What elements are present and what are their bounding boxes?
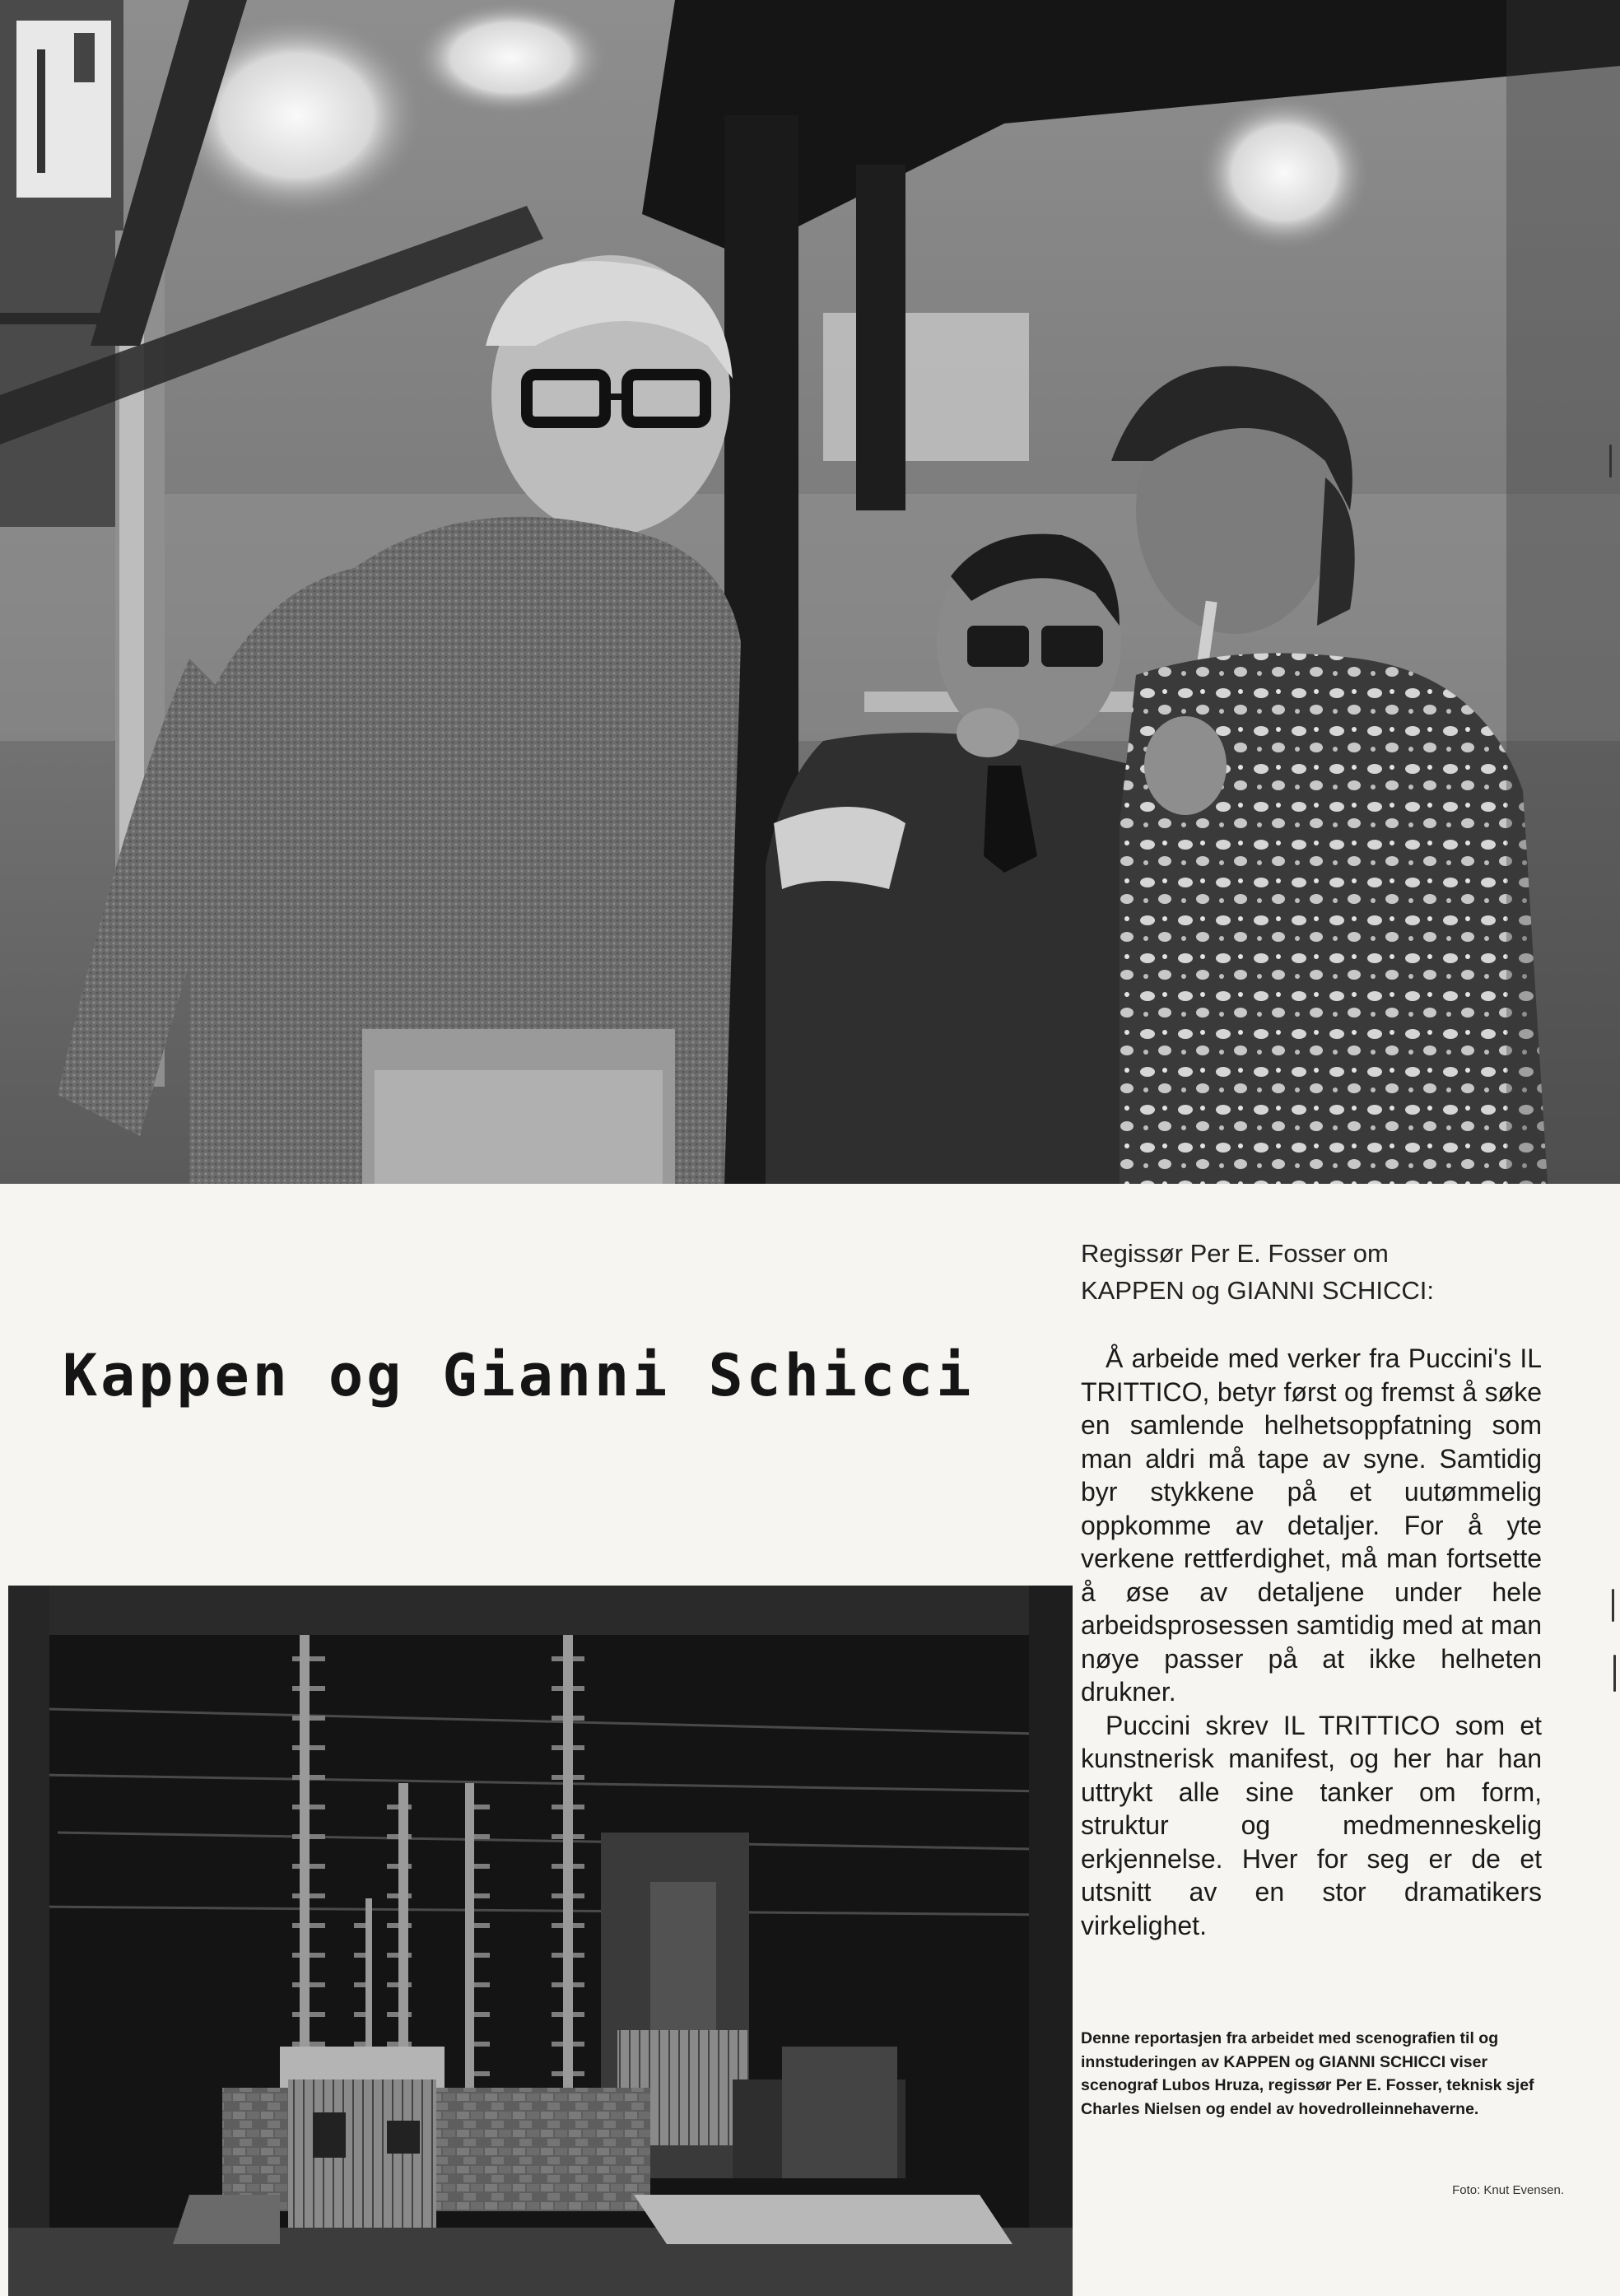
article-intro xyxy=(1081,1235,1575,1309)
intro-line-director: Regissør Per E. Fosser om xyxy=(1081,1239,1389,1268)
body-paragraph-1: Å arbeide med verker fra Puccini's IL TRITTICO, betyr først og fremst å søke en samlende helhetsoppfatning som man aldri må tape av syne. Samtidig byr stykkene på et uutømmelig oppkomme av detaljer. For å yte verkene rettferdighet, må man fortsette å øse av detaljene under hele arbeidsprosessen samtidig med at man nøye passer på at ikke helheten drukner. xyxy=(1081,1344,1542,1707)
article-body xyxy=(1081,1342,1542,1942)
body-paragraph-2: Puccini skrev IL TRITTICO som et kunstnerisk manifest, og her har han uttrykt alle sine tanker om form, struktur og medmenneskelig erkjennelse. Hver for seg er de et utsnitt av en stor dramatikers virkelighet. xyxy=(1081,1710,1542,1940)
page-edge-mark xyxy=(1612,1589,1614,1622)
photo-credit: Foto: Knut Evensen. xyxy=(1452,2183,1564,2197)
page-edge-mark xyxy=(1609,445,1612,477)
bottom-photo-stage-model xyxy=(8,1586,1073,2296)
page-edge-mark xyxy=(1613,1655,1616,1692)
article-headline: Kappen og Gianni Schicci xyxy=(63,1342,975,1409)
intro-line-titles: KAPPEN og GIANNI SCHICCI: xyxy=(1081,1276,1434,1305)
bottom-photo-graphic xyxy=(8,1586,1073,2296)
photo-caption: Denne reportasjen fra arbeidet med scenografien til og innstuderingen av KAPPEN og GIANNI SCHICCI viser scenograf Lubos Hruza, regissør Per E. Fosser, teknisk sjef Charles Nielsen og endel av hovedrolleinnehaverne. xyxy=(1081,2029,1534,2118)
